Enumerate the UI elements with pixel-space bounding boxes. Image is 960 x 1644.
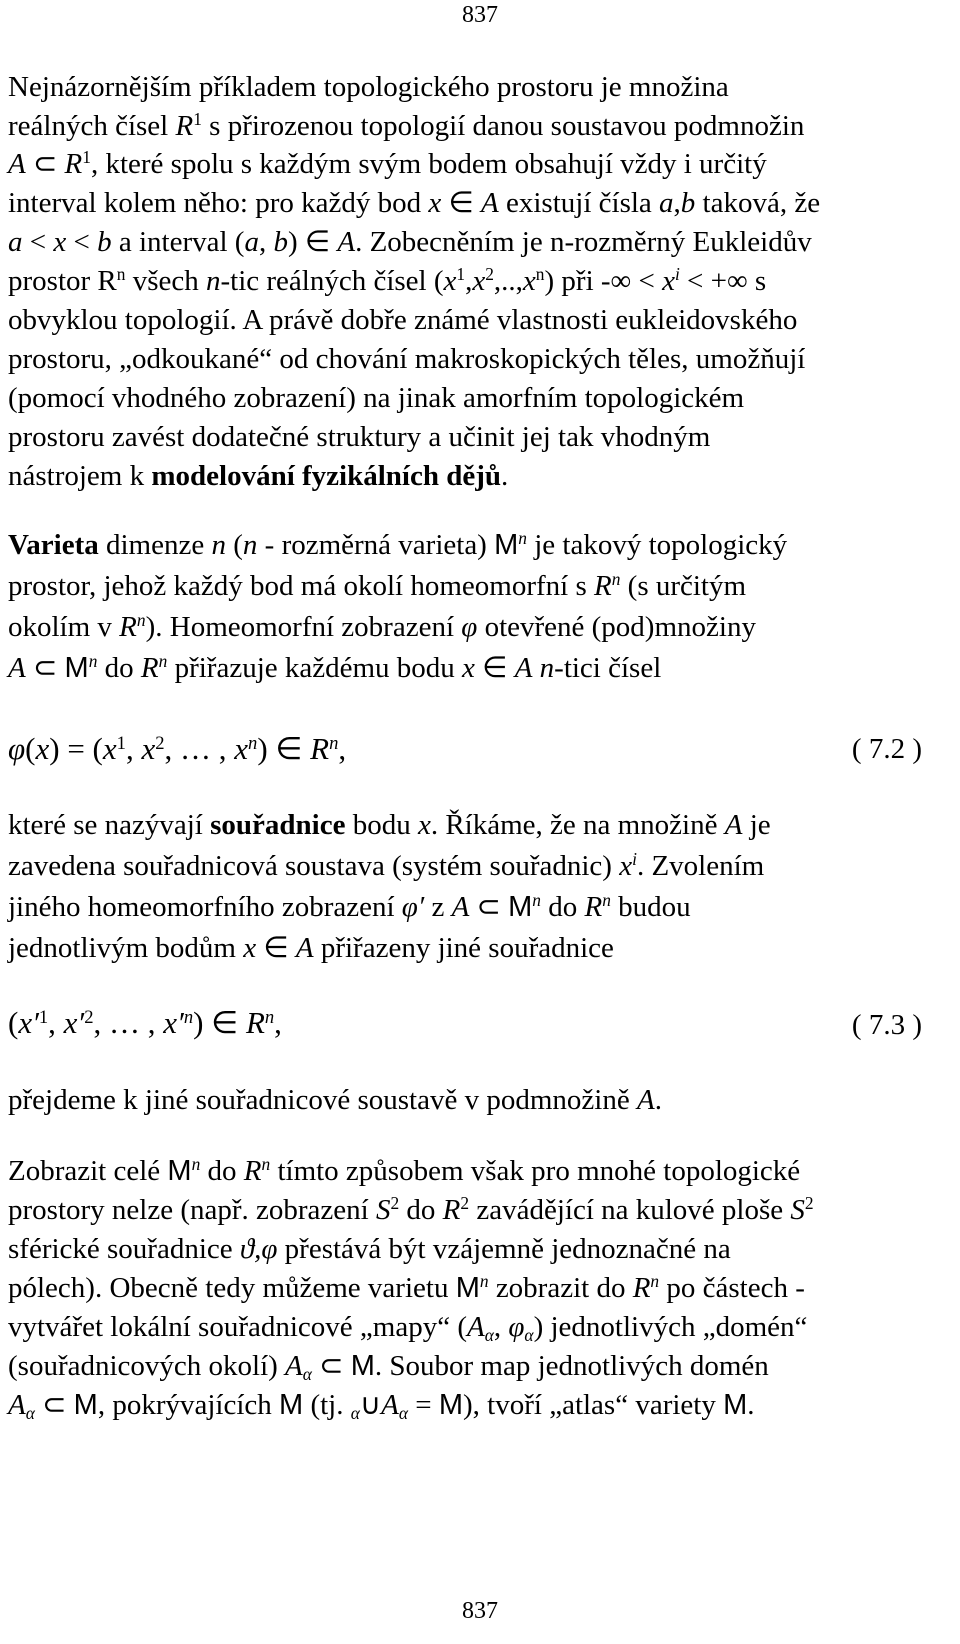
para3-line3: jiného homeomorfního zobrazení φ′ z A ⊂ $M^n$ do $R^n$ budou <box>8 890 691 923</box>
para1-line9: (pomocí vhodného zobrazení) na jinak amorfním topologickém <box>8 382 745 414</box>
page-number-bottom: 837 <box>462 1598 498 1624</box>
para1-line3: A ⊂ $R^1$, které spolu s každým svým bodem obsahují vždy i určitý <box>8 147 767 180</box>
para1-line1: Nejnázornějším příkladem topologického prostoru je množina <box>8 71 729 103</box>
para5-line3: sférické souřadnice ϑ,φ přestává být vzájemně jednoznačné na <box>8 1233 731 1265</box>
para5-line6: (souřadnicových okolí) $A_\alpha$ ⊂ M. Soubor map jednotlivých domén <box>8 1350 769 1385</box>
para5-line2: prostory nelze (např. zobrazení $S^2$ do $R^2$ zavádějící na kulové ploše $S^2$ <box>8 1193 814 1226</box>
para3-line1: které se nazývají souřadnice bodu x. Říkáme, že na množině A je <box>8 809 771 841</box>
para1-line10: prostoru zavést dodatečné struktury a učinit jej tak vhodným <box>8 421 711 453</box>
equation-number-7-2: ( 7.2 ) <box>851 733 922 765</box>
para1-line7: obvyklou topologií. A právě dobře známé vlastnosti eukleidovského <box>8 304 798 336</box>
para2-line4: A ⊂ $M^n$ do $R^n$ přiřazuje každému bodu x ∈ A n-tici čísel <box>8 651 662 684</box>
para4-line1: přejdeme k jiné souřadnicové soustavě v podmnožině A. <box>8 1084 662 1116</box>
para1-line5: a < x < b a interval (a, b) ∈ A. Zobecněním je n-rozměrný Eukleidův <box>8 226 812 258</box>
para1-line2: reálných čísel $R^1$ s přirozenou topologií danou soustavou podmnožin <box>8 109 805 142</box>
para1-line6: prostor $R^n$ všech n-tic reálných čísel $(x^1,x^2,..,x^n)$ při -∞ < $x^i$ < +∞ s <box>8 264 767 297</box>
para2-line3: okolím v $R^n$). Homeomorfní zobrazení φ otevřené (pod)množiny <box>8 610 756 643</box>
para5-line7: $A_\alpha$ ⊂ M, pokrývajících M (tj. $_\alpha\cup A_\alpha = M$), tvoří „atlas“ variety M. <box>8 1389 755 1424</box>
para1-line8: prostoru, „odkoukané“ od chování makroskopických těles, umožňují <box>8 343 806 375</box>
para1-line11: nástrojem k modelování fyzikálních dějů. <box>8 460 509 492</box>
para5-line1: Zobrazit celé $M^n$ do $R^n$ tímto způsobem však pro mnohé topologické <box>8 1154 801 1187</box>
equation-7-2: $\varphi(x) = (x^1$, $x^2$, … , $x^n$) ∈ $R^n$, <box>8 731 347 766</box>
para3-line4: jednotlivým bodům x ∈ A přiřazeny jiné souřadnice <box>8 932 614 964</box>
para3-line2: zavedena souřadnicová soustava (systém souřadnic) $x^i$. Zvolením <box>8 849 765 882</box>
equation-7-3: ($x'^1$, $x'^2$, … , $x'^n$) ∈ $R^n$, <box>8 1005 282 1040</box>
equation-number-7-3: ( 7.3 ) <box>851 1009 922 1041</box>
para1-line4: interval kolem něho: pro každý bod x ∈ A existují čísla a,b taková, že <box>8 187 821 219</box>
para2-line1: Varieta dimenze n (n - rozměrná varieta) $M^n$ je takový topologický <box>8 528 788 561</box>
para2-line2: prostor, jehož každý bod má okolí homeomorfní s $R^n$ (s určitým <box>8 569 747 602</box>
para5-line5: vytvářet lokální souřadnicové „mapy“ ($A_\alpha$, $\varphi_\alpha$) jednotlivých „domén“ <box>8 1311 808 1346</box>
para5-line4: pólech). Obecně tedy můžeme varietu $M^n$ zobrazit do $R^n$ po částech - <box>8 1271 805 1304</box>
page-number-top: 837 <box>462 2 498 28</box>
